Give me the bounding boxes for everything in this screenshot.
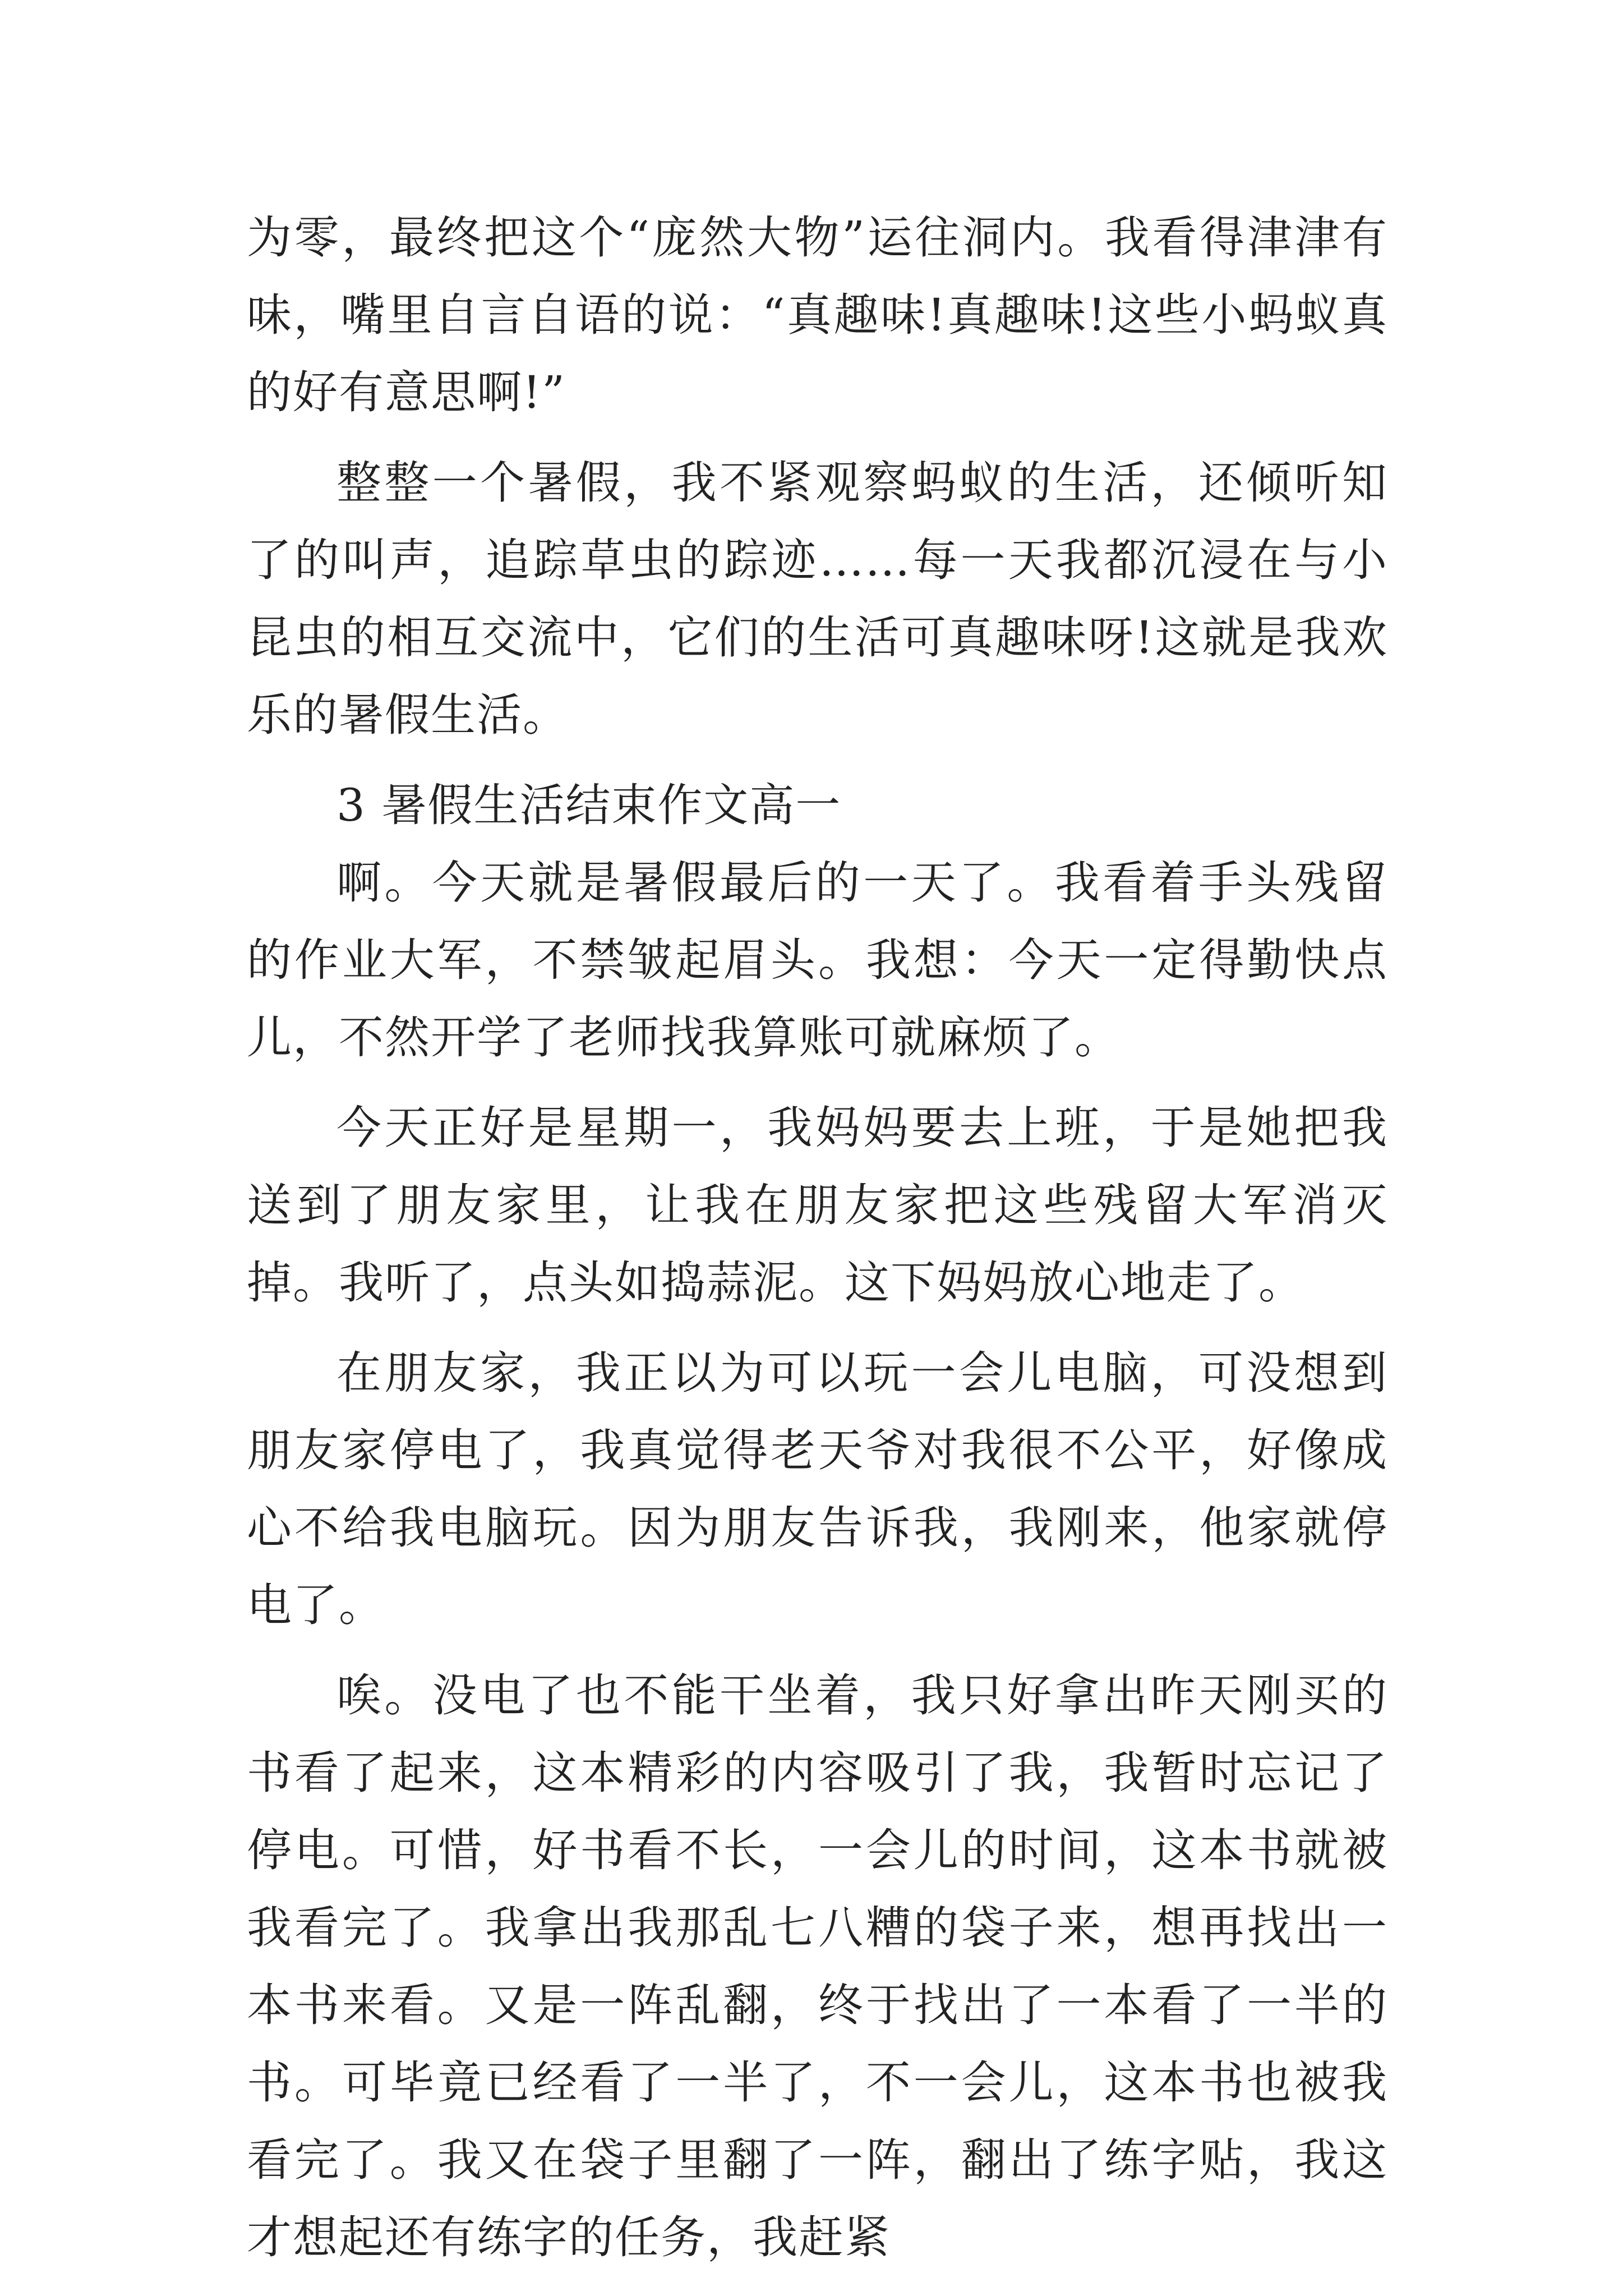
paragraph: 为零，最终把这个“庞然大物”运往洞内。我看得津津有味，嘴里自言自语的说：“真趣味!真趣味!这些小蚂蚁真的好有意思啊!” bbox=[247, 211, 1388, 418]
paragraph: 在朋友家，我正以为可以玩一会儿电脑，可没想到朋友家停电了，我真觉得老天爷对我很不公平，好像成心不给我电脑玩。因为朋友告诉我，我刚来，他家就停电了。 bbox=[247, 1347, 1388, 1631]
section-heading: 3 暑假生活结束作文高一 bbox=[336, 779, 842, 831]
paragraph: 啊。今天就是暑假最后的一天了。我看着手头残留的作业大军，不禁皱起眉头。我想：今天一定得勤快点儿，不然开学了老师找我算账可就麻烦了。 bbox=[247, 857, 1388, 1064]
paragraph: 今天正好是星期一，我妈妈要去上班，于是她把我送到了朋友家里，让我在朋友家把这些残留大军消灭掉。我听了，点头如捣蒜泥。这下妈妈放心地走了。 bbox=[247, 1102, 1388, 1309]
paragraph: 整整一个暑假，我不紧观察蚂蚁的生活，还倾听知了的叫声，追踪草虫的踪迹……每一天我都沉浸在与小昆虫的相互交流中，它们的生活可真趣味呀!这就是我欢乐的暑假生活。 bbox=[247, 457, 1388, 741]
paragraph: 唉。没电了也不能干坐着，我只好拿出昨天刚买的书看了起来，这本精彩的内容吸引了我，我暂时忘记了停电。可惜，好书看不长，一会儿的时间，这本书就被我看完了。我拿出我那乱七八糟的袋子来，想再找出一本书来看。又是一阵乱翻，终于找出了一本看了一半的书。可毕竟已经看了一半了，不一会儿，这本书也被我看完了。我又在袋子里翻了一阵，翻出了练字贴，我这才想起还有练字的任务，我赶紧 bbox=[247, 1669, 1388, 2263]
document-body bbox=[247, 199, 1388, 2289]
